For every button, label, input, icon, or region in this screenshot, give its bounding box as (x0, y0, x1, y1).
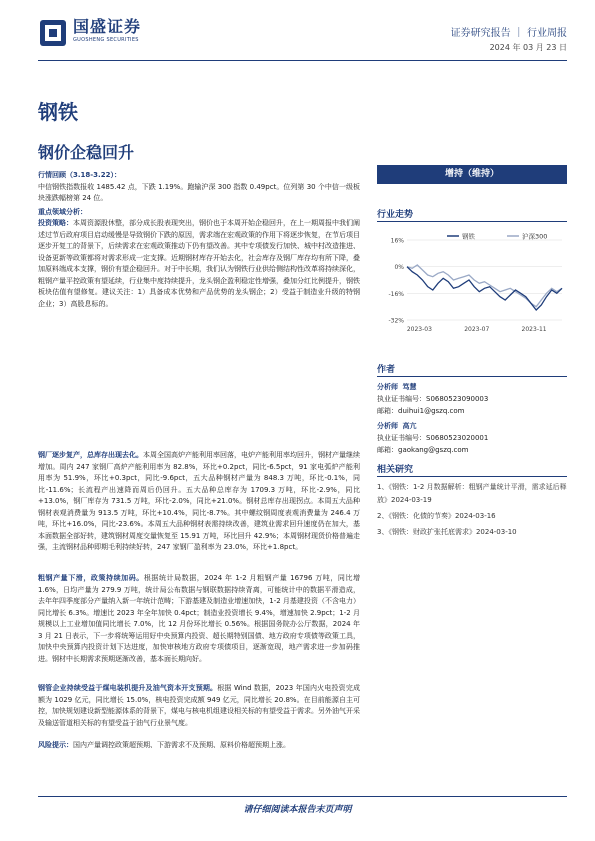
analyst-email: 邮箱：duihui1@gszq.com (377, 407, 465, 415)
y-tick-label: 0% (394, 264, 404, 272)
pipe-label: 钢管企业持续受益于煤电装机提升及油气资本开支预期。 (38, 684, 218, 692)
trend-divider (377, 221, 567, 222)
series-line-csi300 (407, 265, 562, 307)
analyst-name: 笃慧 (402, 383, 417, 391)
analyst-name: 高亢 (402, 422, 417, 430)
strategy-paragraph (38, 218, 360, 310)
pipe-text: 根据 Wind 数据，2023 年国内火电投资完成额为 1029 亿元，同比增长 15.0%，核电投资完成额 949 亿元，同比增长 20.8%。在目前能源自主可控，加快规划建设新型能源体系的背景下，煤电与核电机组建设相关标的有望受益于需求。另外油气开采及输送管道相关标的有望受益于油气行业景气度。 (38, 684, 360, 727)
report-title: 钢价企稳回升 (38, 143, 135, 162)
analyst-cert: 执业证书编号：S0680523020001 (377, 434, 489, 442)
related-list (377, 481, 567, 539)
related-item[interactable]: 2、《钢铁：化债的节奏》2024-03-16 (377, 512, 496, 520)
risk-label: 风险提示： (38, 741, 73, 749)
x-tick-label: 2023-11 (521, 326, 547, 333)
legend-label: 沪深300 (522, 232, 548, 241)
analyst-role: 分析师 (377, 383, 398, 391)
output-paragraph (38, 573, 360, 665)
footer-divider (38, 796, 567, 797)
strategy-text: 本周资源股休整，部分成长股表现突出，钢价也于本周开始企稳回升，在上一期周报中我们阐述过节后政府项目启动缓慢是导致钢价下跌的原因，需求端在宏观政策的作用下将逐步恢复，在节后项目逐步开复工的背景下，后续需求在宏观政策推动下仍有望改善。其中专项债发行加快、城中村改造推进、设备更新等政策都将对需求形成一定支撑。近期钢材库存开始去化，社会库存及钢厂库存均有所下降，叠加原料端成本支撑，钢价有望企稳回升。对于中长期，我们认为钢铁行业供给侧结构性改革将持续深化，粗钢产量平控政策有望延续，行业集中度持续提升，龙头钢企盈利稳定性增强，叠加分红比例提升，钢铁板块估值有望修复。建议关注：1）具备成本优势和产品优势的龙头钢企；2）受益于制造业升级的特钢企业；3）高股息标的。 (38, 219, 360, 308)
related-item[interactable]: 3、《钢铁：财政扩张托底需求》2024-03-10 (377, 528, 517, 536)
risk-paragraph (38, 740, 360, 752)
logo-icon (38, 18, 68, 48)
x-tick-label: 2023-03 (406, 326, 432, 333)
y-tick-label: 16% (390, 237, 404, 245)
logo-chinese-name: 国盛证券 (73, 17, 142, 36)
company-logo (38, 18, 141, 48)
report-type: 证券研究报告 ｜ 行业周报 (450, 28, 567, 39)
report-date: 2024 年 03 月 23 日 (489, 43, 567, 52)
strategy-label: 投资策略： (38, 219, 73, 227)
related-divider (377, 476, 567, 477)
analyst-divider (377, 376, 567, 377)
x-tick-label: 2023-07 (464, 326, 490, 333)
analyst-cert: 执业证书编号：S0680523090003 (377, 395, 489, 403)
review-text: 中信钢铁指数报收 1485.42 点，下跌 1.19%。跑输沪深 300 指数 0.49pct。位列第 30 个中信一级板块涨跌幅榜第 24 位。 (38, 182, 360, 202)
output-label: 粗钢产量下滑，政策持续加码。 (38, 574, 144, 582)
risk-text: 国内产量调控政策超预期、下游需求不及预期、原料价格超预期上涨。 (73, 741, 290, 749)
industry-trend-chart (377, 228, 567, 340)
inventory-text: 本周全国高炉产能利用率回落，电炉产能利用率均回升，钢材产量继续增加。周内 247 家钢厂高炉产能利用率为 82.8%，环比+0.2pct，同比-6.5pct，91 家电弧炉产能利用率为 51.9%，环比+0.3pct，同比-9.6pct，五大品种钢材产量为 848.3 万吨，环比-0.1%，同比-11.6%；长流程产出速降而周后仍回升。五大品种总库存为 1709.3 万吨，环比-2.9%，同比+13.0%，钢厂库存为 731.5 万吨，环比-2.0%，同比+21.0%。钢材总库存出现拐点。本周五大品种钢材表观消费量为 913.5 万吨，环比+10.4%，同比-8.7%。其中螺纹钢周度表观消费量为 246.4 万吨，环比+16.0%，同比-23.6%。本周五大品种钢材表需持续改善，建筑业需求回升速度仍在加大，基本面数据全部好转，建筑钢材周度交量恢复至 15.91 万吨，环比回升 42.9%；本周钢材现货价格普遍走强，主流钢材品种即期毛利持续好转，247 家钢厂盈利率为 23.0%，环比+1.8pct。 (38, 451, 360, 551)
review-label: 行情回顾（3.18-3.22）： (38, 171, 121, 179)
industry-title: 钢铁 (38, 100, 78, 124)
y-tick-label: -32% (388, 317, 404, 325)
related-item[interactable]: 1、《钢铁：1-2 月数据解析：粗钢产量统计平滑，需求延后释放》2024-03-19 (377, 483, 567, 504)
output-text: 根据统计局数据，2024 年 1-2 月粗钢产量 16796 万吨，同比增 1.6%，日均产量为 279.9 万吨，统计局公布数据与钢联数据持续背离，可能统计中的数据平滑造成，去年年四季度部分产量纳入新一年统计范畴；下游基建及制造业增速加快，1-2 月基建投资（不含电力）同比增长 6.3%。增速比 2023 年全年加快 0.4pct；制造业投资增长 9.4%，增速加快 2.9pct；1-2 月规模以上工业增加值同比增长 7.0%，比 12 月份环比增长 0.56%。根据国务院办公厅数据，2024 年 3 月 21 日表示，下一步将统筹运用好中央预算内投资、超长期特别国债、地方政府专项债等政策工具，加快中央预算内投资计划下达进度，加快审核地方政府专项债项目，逐渐宽现，地产需求进一步加码推进。钢材中长期需求预期逐渐改善，基本面长期向好。 (38, 574, 361, 663)
analyst-2 (377, 420, 567, 456)
analyst-1 (377, 381, 567, 417)
related-title: 相关研究 (377, 465, 414, 475)
trend-title: 行业走势 (377, 210, 414, 220)
inventory-label: 钢厂逐步复产，总库存出现去化。 (38, 451, 143, 459)
y-tick-label: -16% (388, 290, 404, 298)
review-section (38, 170, 360, 310)
analyst-email: 邮箱：gaokang@gszq.com (377, 446, 469, 454)
analyst-title: 作者 (377, 365, 396, 375)
focus-label: 重点领域分析： (38, 207, 87, 216)
pipe-paragraph (38, 683, 360, 729)
analyst-role: 分析师 (377, 422, 398, 430)
footer-disclaimer: 请仔细阅读本报告末页声明 (243, 805, 352, 815)
legend-label: 钢铁 (462, 232, 475, 241)
inventory-paragraph (38, 450, 360, 554)
logo-english-name: GUOSHENG SECURITIES (73, 37, 139, 43)
rating-badge: 增持（维持） (377, 165, 567, 184)
header-divider (38, 60, 567, 61)
